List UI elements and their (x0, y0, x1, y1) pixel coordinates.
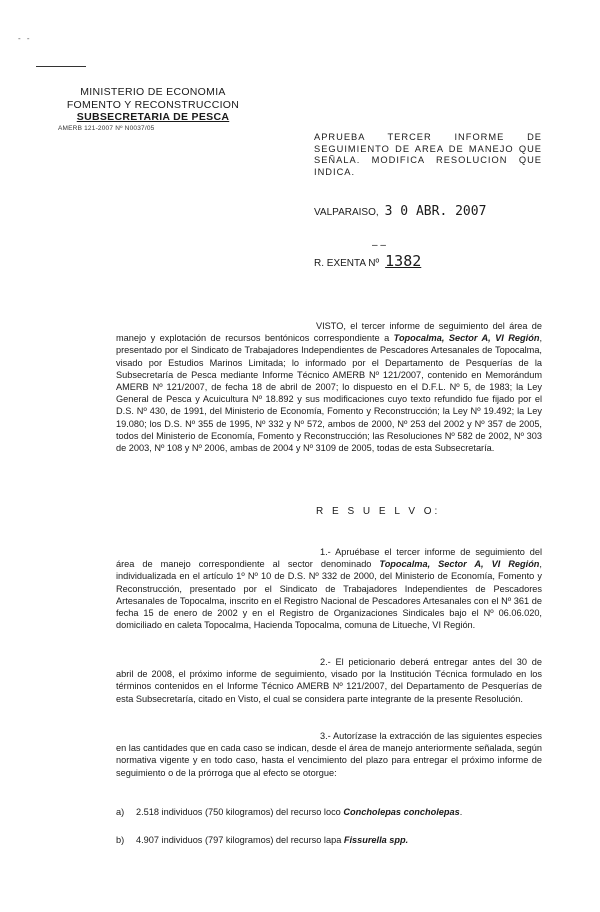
visto-place: Topocalma, Sector A, VI Región (393, 333, 540, 344)
resuelvo-heading: R E S U E L V O: (316, 506, 441, 517)
resolution-dash-mark: – – (372, 240, 386, 251)
visto-lead: VISTO, el tercer informe de seguimiento del (316, 321, 505, 331)
item-2-lead: 2.- El peticionario deberá entregar antes del 30 (320, 657, 527, 667)
resolution-number (314, 240, 422, 270)
item-1-place: Topocalma, Sector A, VI Región (379, 559, 540, 570)
reference-code: AMERB 121-2007 Nº N0037/05 (58, 124, 155, 132)
species-marker-a: a) (116, 807, 125, 817)
ministry-line-1: MINISTERIO DE ECONOMIA (80, 86, 226, 98)
item-2-paragraph (116, 656, 542, 705)
resolution-value: 1382 (385, 252, 422, 270)
ministry-header (58, 86, 248, 133)
visto-text-1: área de manejo y explotación de recursos bentónicos correspondiente a (116, 321, 542, 344)
species-name-a: Concholepas concholepas (343, 807, 460, 817)
species-name-b: Fissurella spp. (343, 835, 409, 845)
species-marker-b: b) (116, 835, 125, 845)
item-3-body: especies en las cantidades que en cada caso se indican, desde el área de manejo anteriormente señalada, según normativa vigente y en todo caso, hasta el vencimiento del plazo para entregar el próximo informe de seguimiento o de la prórroga que al efecto se otorgue: (116, 731, 542, 778)
scan-mark: - - (18, 34, 32, 43)
species-text-b: 4.907 individuos (797 kilogramos) del recurso lapa (136, 835, 344, 845)
dateline-date: 3 0 ABR. 2007 (384, 204, 487, 219)
item-1-text-2: , individualizada en el artículo 1º Nº 10 de D.S. Nº 332 de 2000, del Ministerio de Economía, Fomento y Reconstrucción, presentado por el Sindicato de Trabajadores Independientes de Pescadores Artesanales de Topocalma, inscrito en el Registro Nacional de Pescadores Artesanales con el Nº 361 de fecha 15 de enero de 2002 y en el Registro de Organizaciones Sindicales bajo el Nº 06.06.020, domiciliado en caleta Topocalma, Hacienda Topocalma, comuna de Litueche, VI Región. (116, 559, 542, 631)
species-end-a: . (459, 807, 463, 817)
item-1-paragraph (116, 546, 542, 631)
dateline (314, 204, 486, 219)
item-3-lead: 3.- Autorízase la extracción de las siguientes (320, 731, 503, 741)
item-2-body: de abril de 2008, el próximo informe de seguimiento, visado por la Institución Técnica formulado en los términos contenidos en el Informe Técnico AMERB Nº 121/2007, del Departamento de Pesquerías de esta Subsecretaría, citado en Visto, el cual se considera parte integrante de la presente Resolución. (116, 657, 542, 704)
item-3-paragraph (116, 730, 542, 779)
visto-paragraph (116, 320, 542, 454)
species-item-b (116, 834, 542, 846)
species-text-a: 2.518 individuos (750 kilogramos) del recurso loco (136, 807, 344, 817)
dateline-place: VALPARAISO, (314, 207, 379, 218)
visto-text-2: , presentado por el Sindicato de Trabajadores Independientes de Pescadores Artesanales de Topocalma, visado por Estudios Marinos Limitada; lo informado por el Departamento de Pesquerías de la Subsecretaría de Pesca mediante Informe Técnico AMERB Nº 121/2007, contenido en Memorándum AMERB Nº 121/2007, de fecha 18 de abril de 2007; lo dispuesto en el D.F.L. Nº 5, de 1983; la Ley General de Pesca y Acuicultura Nº 18.892 y sus modificaciones cuyo texto refundido fue fijado por el D.S. Nº 430, de 1991, del Ministerio de Economía, Fomento y Reconstrucción; la Ley Nº 19.492; la Ley 19.080; los D.S. Nº 355 de 1995, Nº 332 y Nº 572, ambos de 2000, Nº 253 del 2002 y Nº 357 de 2005, todos del Ministerio de Economía, Fomento y Reconstrucción; las Resoluciones Nº 582 de 2002, Nº 303 de 2003, Nº 108 y Nº 2006, ambas de 2004 y Nº 3109 de 2005, todas de esta Subsecretaría. (116, 333, 542, 454)
item-1-lead: 1.- Apruébase el tercer informe de seguimiento (320, 547, 525, 557)
ministry-line-3: SUBSECRETARIA DE PESCA (76, 111, 230, 123)
species-item-a (116, 806, 542, 818)
document-subject: APRUEBA TERCER INFORME DE SEGUIMIENTO DE AREA DE MANEJO QUE SEÑALA. MODIFICA RESOLUCION QUE INDICA. (314, 132, 542, 177)
ministry-line-2: FOMENTO Y RECONSTRUCCION (66, 98, 240, 111)
scan-artifact-line (36, 66, 86, 67)
item-1-text-1: del área de manejo correspondiente al sector denominado (116, 547, 543, 570)
resolution-label: R. EXENTA Nº (314, 258, 380, 269)
